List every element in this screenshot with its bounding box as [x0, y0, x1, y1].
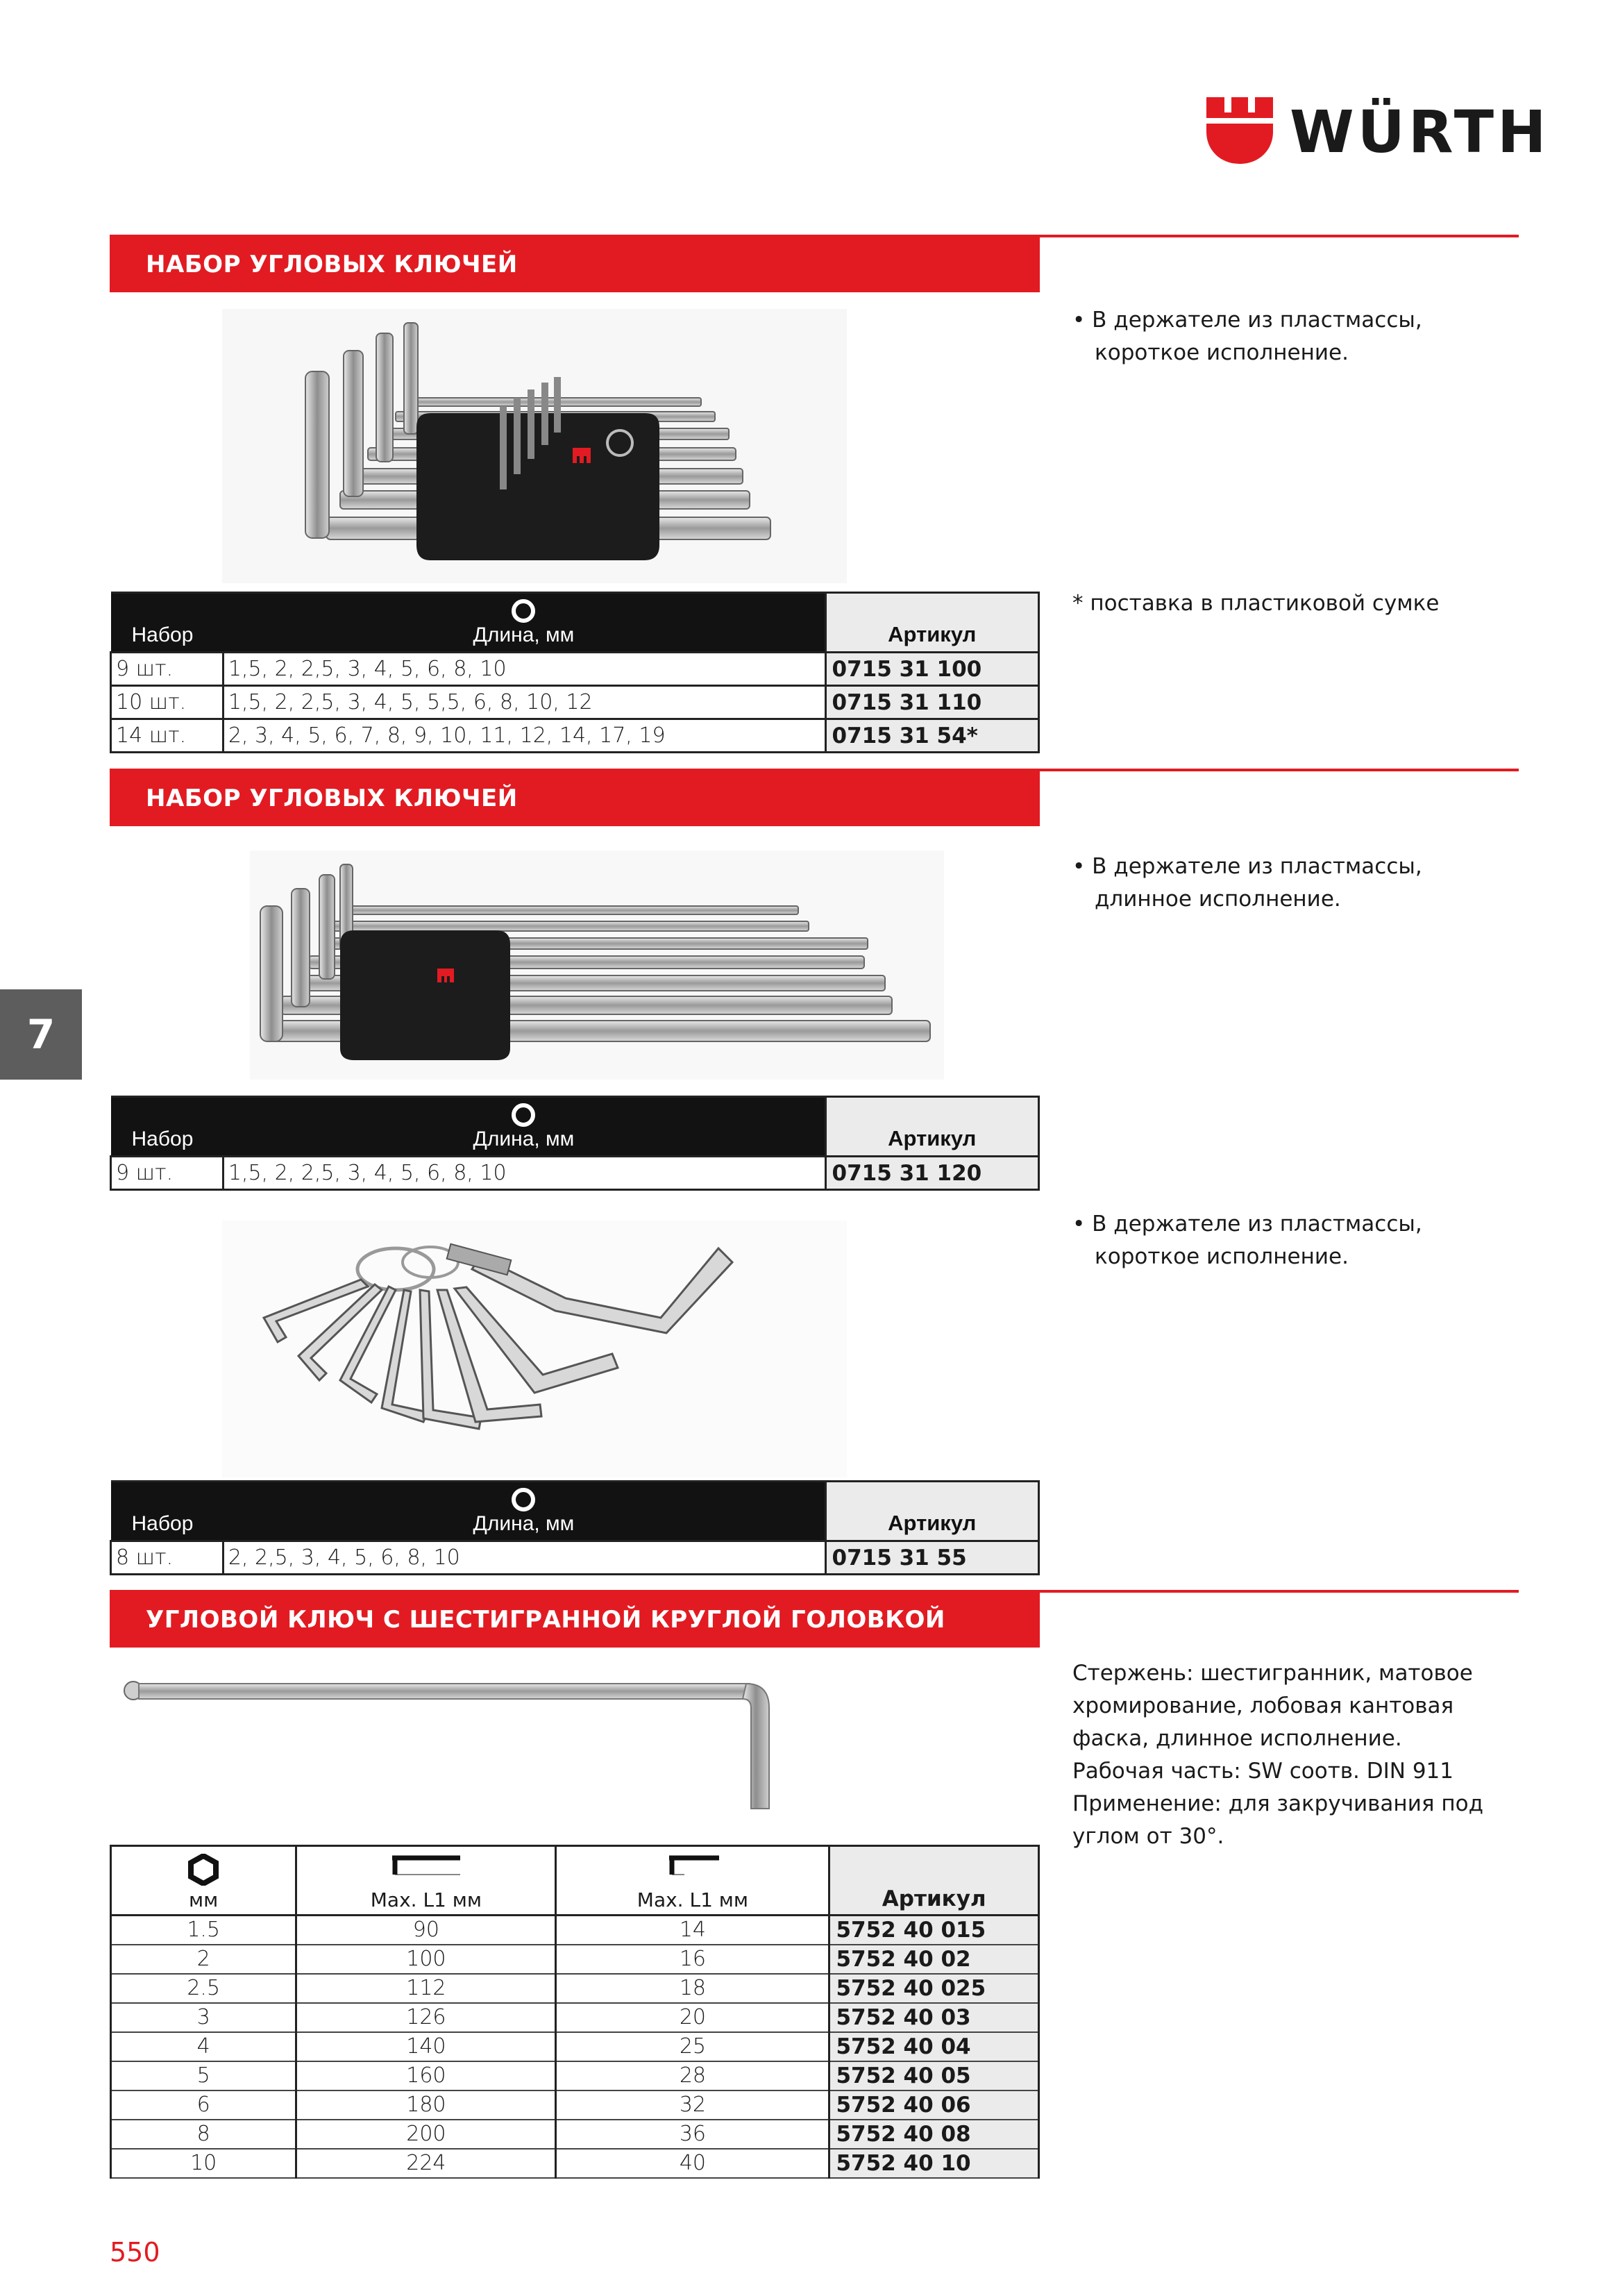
col-header-article: Артикул: [825, 1482, 1038, 1541]
table-row: [111, 1157, 1039, 1190]
cell-article: 5752 40 02: [829, 1945, 1039, 1974]
cell-sizes: 1,5, 2, 2,5, 3, 4, 5, 5,5, 6, 8, 10, 12: [223, 686, 825, 719]
col-header-length: [223, 1482, 825, 1541]
cell-long: 160: [296, 2061, 556, 2090]
col-header-mm-label: мм: [189, 1888, 219, 1911]
cell-short: 25: [556, 2032, 829, 2061]
cell-article: 5752 40 025: [829, 1974, 1039, 2003]
cell-mm: 8: [111, 2120, 296, 2149]
cell-short: 28: [556, 2061, 829, 2090]
cell-mm: 1.5: [111, 1916, 296, 1945]
cell-article: 5752 40 015: [829, 1916, 1039, 1945]
cell-set: 9 шт.: [111, 1157, 224, 1190]
cell-article: 0715 31 120: [825, 1157, 1038, 1190]
col-header-set: Набор: [111, 1097, 224, 1157]
table-row: [111, 2061, 1039, 2090]
col-header-article: Артикул: [829, 1846, 1039, 1916]
hex-key-ring-set-image: [222, 1221, 847, 1477]
cell-long: 112: [296, 1974, 556, 2003]
long-key-icon: [388, 1854, 464, 1877]
cell-article: 5752 40 06: [829, 2090, 1039, 2120]
table-row: [111, 1945, 1039, 1974]
cell-article: 0715 31 110: [825, 686, 1038, 719]
table-row: [111, 1916, 1039, 1945]
cell-short: 14: [556, 1916, 829, 1945]
hex-key-set-short-image: [222, 309, 847, 583]
cell-long: 90: [296, 1916, 556, 1945]
cell-article: 5752 40 03: [829, 2003, 1039, 2032]
hex-key-set-long-image: [250, 850, 944, 1080]
table-row: [111, 2003, 1039, 2032]
cell-mm: 6: [111, 2090, 296, 2120]
cell-article: 0715 31 54*: [825, 719, 1038, 753]
table-row: [111, 1541, 1039, 1575]
cell-long: 140: [296, 2032, 556, 2061]
cell-set: 9 шт.: [111, 653, 224, 686]
col-header-mm: [111, 1846, 296, 1916]
cell-article: 0715 31 55: [825, 1541, 1038, 1575]
col-header-length-label: Длина, мм: [473, 1512, 575, 1535]
product-description: Стержень: шестигранник, матовое хромирование, лобовая кантовая фаска, длинное исполнение. Рабочая часть: SW соотв. DIN 911 Применение: для закручивания под углом от 30°.: [1072, 1661, 1484, 1849]
cell-set: 10 шт.: [111, 686, 224, 719]
table-row: [111, 2120, 1039, 2149]
cell-sizes: 2, 3, 4, 5, 6, 7, 8, 9, 10, 11, 12, 14, 17, 19: [223, 719, 825, 753]
table-row: [111, 653, 1039, 686]
table-row: [111, 2090, 1039, 2120]
cell-sizes: 2, 2,5, 3, 4, 5, 6, 8, 10: [223, 1541, 825, 1575]
table-row: [111, 1974, 1039, 2003]
product-note: • В держателе из пластмассы, длинное исполнение.: [1072, 854, 1422, 912]
table-row: [111, 719, 1039, 753]
col-header-length-label: Длина, мм: [473, 1128, 575, 1150]
col-header-set: Набор: [111, 593, 224, 653]
ball-hex-key-image: [118, 1670, 798, 1822]
table-row: [111, 2149, 1039, 2178]
cell-set: 8 шт.: [111, 1541, 224, 1575]
cell-mm: 5: [111, 2061, 296, 2090]
article-table: [110, 1096, 1040, 1191]
footnote: * поставка в пластиковой сумке: [1072, 591, 1440, 616]
ball-key-table: [110, 1845, 1040, 2179]
col-header-length: [223, 593, 825, 653]
wurth-emblem-icon: [1206, 97, 1273, 164]
product-note: • В держателе из пластмассы, короткое исполнение.: [1072, 1212, 1422, 1269]
cell-short: 40: [556, 2149, 829, 2178]
section-title: НАБОР УГЛОВЫХ КЛЮЧЕЙ: [110, 771, 1040, 826]
cell-article: 5752 40 10: [829, 2149, 1039, 2178]
col-header-short-label: Max. L1 мм: [637, 1888, 749, 1911]
col-header-article: Артикул: [825, 1097, 1038, 1157]
table-row: [111, 2032, 1039, 2061]
cell-long: 180: [296, 2090, 556, 2120]
cell-article: 5752 40 05: [829, 2061, 1039, 2090]
cell-article: 5752 40 04: [829, 2032, 1039, 2061]
section-title: НАБОР УГЛОВЫХ КЛЮЧЕЙ: [110, 237, 1040, 292]
cell-article: 5752 40 08: [829, 2120, 1039, 2149]
cell-set: 14 шт.: [111, 719, 224, 753]
hex-icon: [187, 1854, 219, 1886]
cell-mm: 3: [111, 2003, 296, 2032]
cell-mm: 4: [111, 2032, 296, 2061]
hex-icon: [512, 1103, 535, 1127]
cell-long: 224: [296, 2149, 556, 2178]
table-row: [111, 686, 1039, 719]
cell-short: 18: [556, 1974, 829, 2003]
article-table: [110, 592, 1040, 753]
cell-long: 126: [296, 2003, 556, 2032]
cell-sizes: 1,5, 2, 2,5, 3, 4, 5, 6, 8, 10: [223, 653, 825, 686]
cell-mm: 10: [111, 2149, 296, 2178]
col-header-length-label: Длина, мм: [473, 623, 575, 646]
col-header-length: [223, 1097, 825, 1157]
section-title: УГЛОВОЙ КЛЮЧ С ШЕСТИГРАННОЙ КРУГЛОЙ ГОЛОВКОЙ: [110, 1592, 1040, 1648]
cell-long: 100: [296, 1945, 556, 1974]
cell-mm: 2: [111, 1945, 296, 1974]
col-header-article: Артикул: [825, 593, 1038, 653]
cell-article: 0715 31 100: [825, 653, 1038, 686]
col-header-set: Набор: [111, 1482, 224, 1541]
wurth-logo: [1206, 97, 1550, 167]
col-header-long-label: Max. L1 мм: [370, 1888, 482, 1911]
hex-icon: [512, 599, 535, 623]
chapter-tab: 7: [0, 989, 82, 1080]
cell-short: 32: [556, 2090, 829, 2120]
article-table: [110, 1480, 1040, 1575]
cell-long: 200: [296, 2120, 556, 2149]
cell-sizes: 1,5, 2, 2,5, 3, 4, 5, 6, 8, 10: [223, 1157, 825, 1190]
cell-short: 16: [556, 1945, 829, 1974]
hex-icon: [512, 1488, 535, 1511]
brand-name: WÜRTH: [1290, 98, 1550, 166]
cell-short: 20: [556, 2003, 829, 2032]
col-header-short: [556, 1846, 829, 1916]
cell-short: 36: [556, 2120, 829, 2149]
product-note: • В держателе из пластмассы, короткое исполнение.: [1072, 308, 1422, 365]
short-key-icon: [664, 1854, 722, 1877]
page-number: 550: [110, 2237, 160, 2268]
cell-mm: 2.5: [111, 1974, 296, 2003]
col-header-long: [296, 1846, 556, 1916]
